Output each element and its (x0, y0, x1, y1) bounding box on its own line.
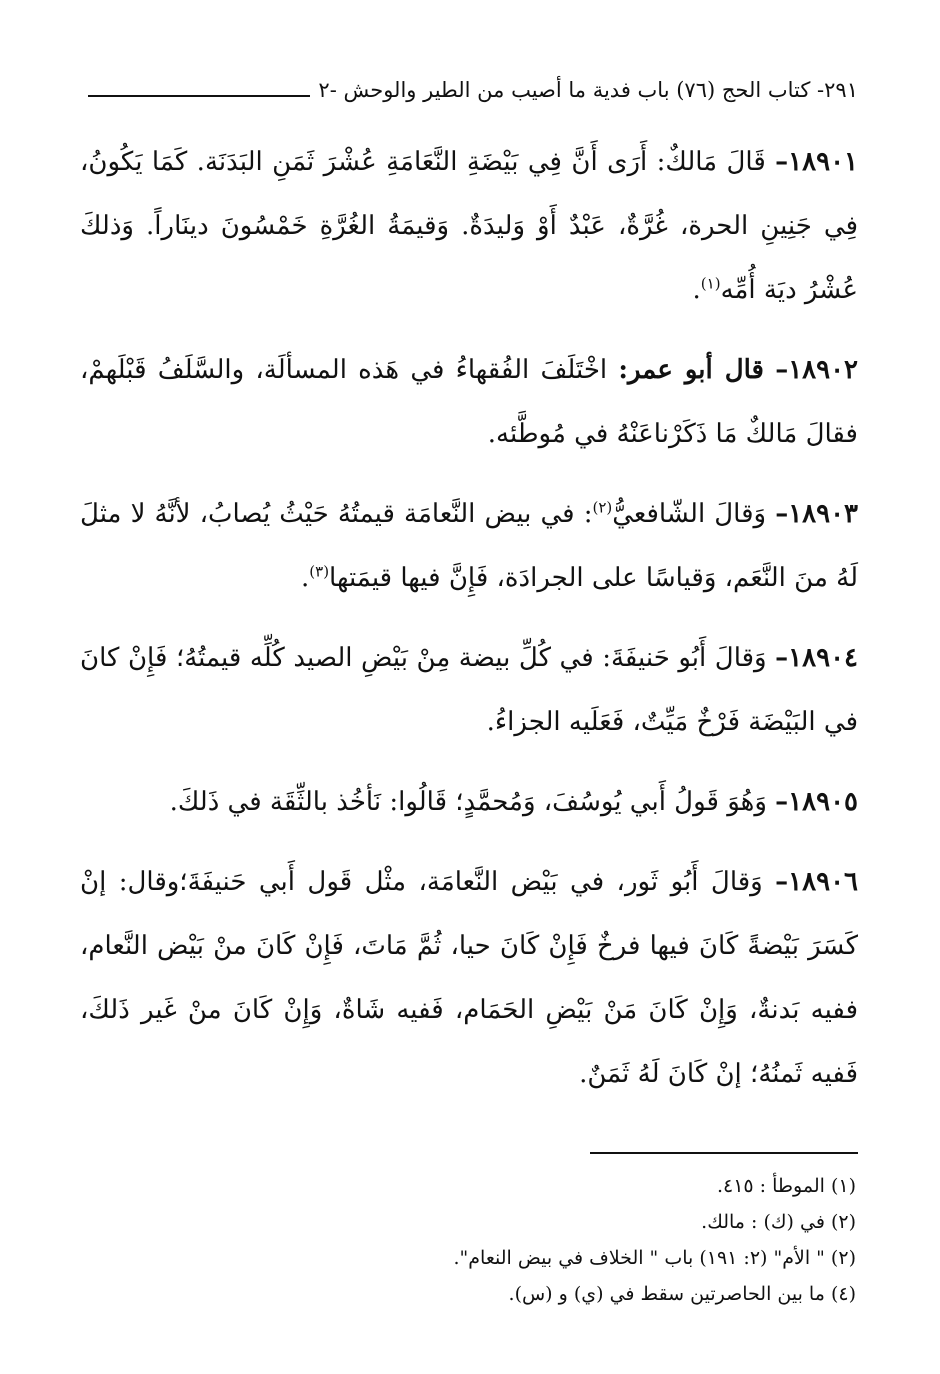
running-header (88, 66, 858, 106)
paragraph-text: قَالَ مَالكٌ: أَرَى أَنَّ فِي بَيْضَةِ النَّعَامَةِ عُشْرَ ثَمَنِ البَدَنَة. كَمَا يَكُونُ، فِي جَنِينِ الحرة، غُرَّةٌ، عَبْدٌ أَوْ وَليدَةٌ. وَقيمَةُ الغُرَّةِ خَمْسُونَ دينَاراً. وَذلكَ عُشْرُ ديَة أُمِّه (80, 147, 858, 305)
paragraph-text: وَقالَ أَبُو حَنيفَةَ: في كُلِّ بيضة مِنْ بَيْضِ الصيد كُلِّه قيمتُهُ؛ فَإِنْ كانَ في البَيْضَة فَرْخٌ مَيِّتٌ، فَعَلَيه الجزاءُ. (80, 643, 858, 737)
paragraph-number: ١٨٩٠٦– (775, 867, 858, 897)
footnote-ref: (٢) (592, 498, 613, 517)
paragraph-18905 (80, 770, 858, 834)
paragraph-18902 (80, 338, 858, 466)
paragraph-18904 (80, 626, 858, 754)
paragraph-number: ١٨٩٠٢– (775, 355, 859, 385)
paragraph-number: ١٨٩٠٣– (775, 499, 859, 529)
footnote-separator (590, 1152, 858, 1154)
paragraph-number: ١٨٩٠٤– (775, 643, 858, 673)
main-text (80, 130, 858, 1122)
paragraph-text: وَقالَ الشّافعيُّ (612, 499, 767, 529)
footnote-ref: (٣) (309, 562, 330, 581)
footnote-1: (١) الموطأ : ٤١٥. (716, 1175, 856, 1197)
paragraph-text: وَهُوَ قَولُ أَبي يُوسُفَ، وَمُحمَّدٍ؛ قَالُوا: نَأخُذ بالثِّقَة في ذَلكَ. (169, 787, 767, 817)
paragraph-number: ١٨٩٠١– (775, 147, 858, 177)
footnote-ref: (١) (700, 274, 721, 293)
footnote-3: (٢) " الأم" (٢: ١٩١) باب " الخلاف في بيض النعام". (453, 1247, 856, 1269)
header-title: ٢٩١- كتاب الحج (٧٦) باب فدية ما أصيب من الطير والوحش -٢ (318, 78, 858, 102)
paragraph-text: وَقالَ أَبُو ثَور، في بَيْض النَّعامَة، مثْل قَول أَبي حَنيفَةَ؛وقال: إنْ كَسَرَ بَيْضةً كَانَ فيها فرخٌ فَإِنْ كَانَ حيا، ثُمَّ مَاتَ، فَإِنْ كَانَ منْ بَيْض النَّعام، ففيه بَدنةٌ، وَإِنْ كَانَ مَنْ بَيْضِ الحَمَام، فَفيه شَاةٌ، وَإِنْ كَانَ منْ غَير ذَلكَ، فَفيه ثَمنُهُ؛ إنْ كَانَ لَهُ ثَمَنٌ. (80, 867, 858, 1089)
paragraph-18906 (80, 850, 858, 1106)
footnote-2: (٢) في (ك) : مالك. (701, 1211, 856, 1233)
paragraph-text: اخْتَلَفَ الفُقهاءُ في هَذه المسألَة، والسَّلَفُ قَبْلَهمْ، فقالَ مَالكٌ مَا ذَكَرْناعَنْهُ في مُوطَّئه. (80, 355, 858, 449)
footnote-4: (٤) ما بين الحاصرتين سقط في (ي) و (س). (508, 1283, 856, 1305)
header-rule (88, 95, 310, 97)
paragraph-number: ١٨٩٠٥– (775, 787, 858, 817)
footnotes (120, 1168, 856, 1312)
paragraph-18901: ١٨٩٠١– قَالَ مَالكٌ: أَرَى أَنَّ فِي بَيْضَةِ النَّعَامَةِ عُشْرَ ثَمَنِ البَدَنَة. كَمَا يَكُونُ، فِي جَنِينِ الحرة، غُرَّةٌ، عَبْدٌ أَوْ وَليدَةٌ. وَقيمَةُ الغُرَّةِ خَمْسُونَ دينَاراً. وَذلكَ عُشْرُ ديَة أُمِّه$^{(١)}$. (80, 147, 858, 305)
paragraph-text-cont: : في بيض النَّعامَة قيمتُهُ حَيْثُ يُصابُ، لأنَّهُ لا مثلَ لَهُ منَ النَّعَم، وَقياسًا على الجرادَة، فَإِنَّ فيها قيمَتها (80, 499, 858, 593)
paragraph-end: . (301, 563, 310, 593)
speaker-lead: قال أبو عمر: (618, 355, 764, 385)
paragraph-18903 (80, 482, 858, 610)
